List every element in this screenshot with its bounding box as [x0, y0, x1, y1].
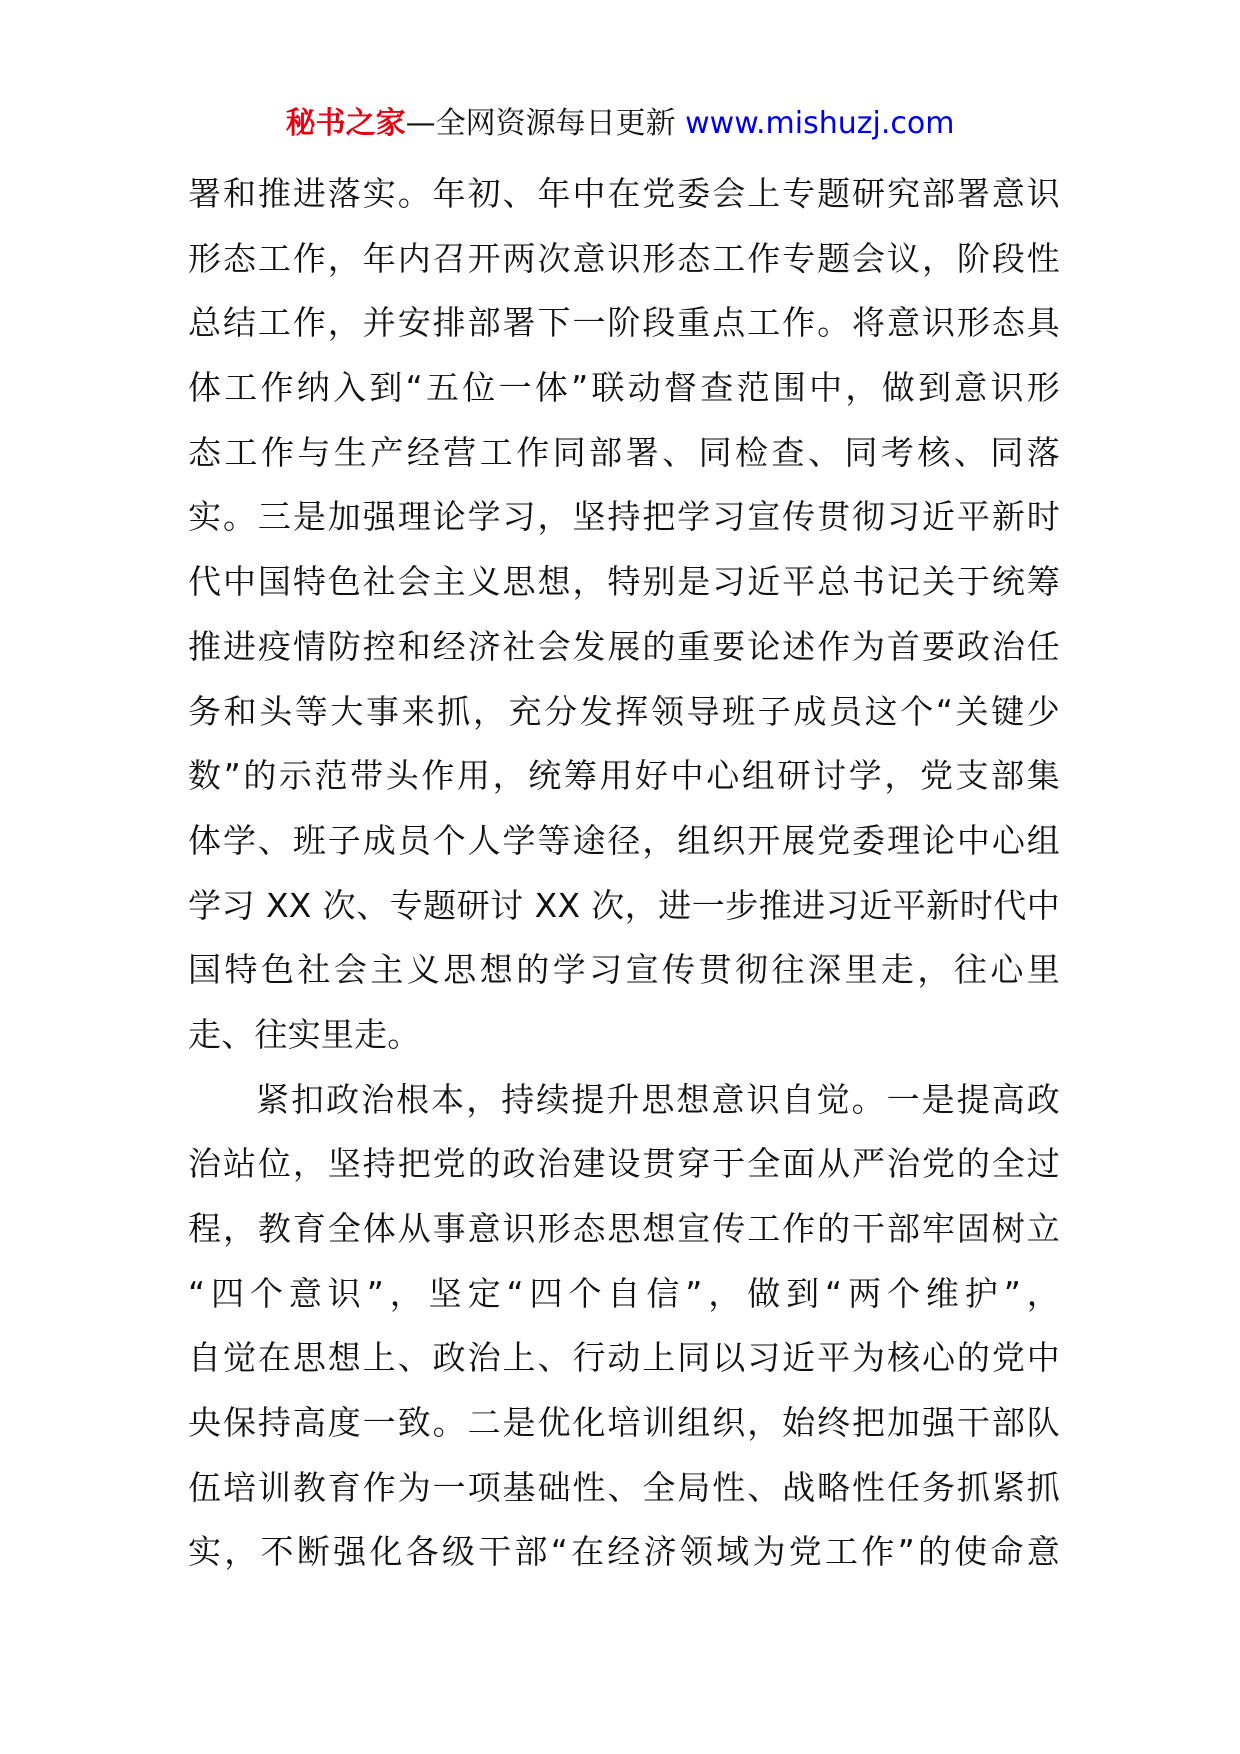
text-line: 自觉在思想上、政治上、行动上同以习近平为核心的党中	[188, 1338, 1060, 1378]
body-text	[188, 162, 1060, 1585]
paragraph-end-line: 走、往实里走。	[188, 1014, 421, 1054]
text-line: 代中国特色社会主义思想，特别是习近平总书记关于统筹	[188, 562, 1060, 602]
text-line: 体工作纳入到“五位一体”联动督查范围中，做到意识形	[188, 368, 1060, 408]
text-line: 央保持高度一致。二是优化培训组织，始终把加强干部队	[188, 1403, 1060, 1443]
brand-name: 秘书之家	[285, 106, 406, 141]
paragraph-start-line: 紧扣政治根本，持续提升思想意识自觉。一是提高政	[256, 1079, 1060, 1119]
text-line: 数”的示范带头作用，统筹用好中心组研讨学，党支部集	[188, 756, 1060, 796]
page-header	[0, 104, 1240, 144]
text-line: 实。三是加强理论学习，坚持把学习宣传贯彻习近平新时	[188, 497, 1060, 537]
text-line: 伍培训教育作为一项基础性、全局性、战略性任务抓紧抓	[188, 1467, 1060, 1507]
text-line: 实，不断强化各级干部“在经济领域为党工作”的使命意	[188, 1532, 1060, 1572]
text-line: 形态工作，年内召开两次意识形态工作专题会议，阶段性	[188, 238, 1060, 278]
text-line: 体学、班子成员个人学等途径，组织开展党委理论中心组	[188, 820, 1060, 860]
text-line: 学习 XX 次、专题研讨 XX 次，进一步推进习近平新时代中	[188, 885, 1060, 925]
header-slogan: —全网资源每日更新	[405, 106, 686, 141]
text-line: 程，教育全体从事意识形态思想宣传工作的干部牢固树立	[188, 1209, 1060, 1248]
text-line: 总结工作，并安排部署下一阶段重点工作。将意识形态具	[188, 303, 1060, 343]
text-line: 国特色社会主义思想的学习宣传贯彻往深里走，往心里	[188, 950, 1060, 990]
text-line: 推进疫情防控和经济社会发展的重要论述作为首要政治任	[188, 626, 1060, 666]
text-line: “四个意识”，坚定“四个自信”，做到“两个维护”，	[188, 1273, 1060, 1313]
text-line: 务和头等大事来抓，充分发挥领导班子成员这个“关键少	[188, 691, 1060, 731]
text-line: 治站位，坚持把党的政治建设贯穿于全面从严治党的全过	[188, 1144, 1060, 1184]
text-line: 署和推进落实。年初、年中在党委会上专题研究部署意识	[188, 174, 1060, 213]
website-link[interactable]: www.mishuzj.com	[685, 106, 955, 141]
text-line: 态工作与生产经营工作同部署、同检查、同考核、同落	[188, 432, 1060, 472]
